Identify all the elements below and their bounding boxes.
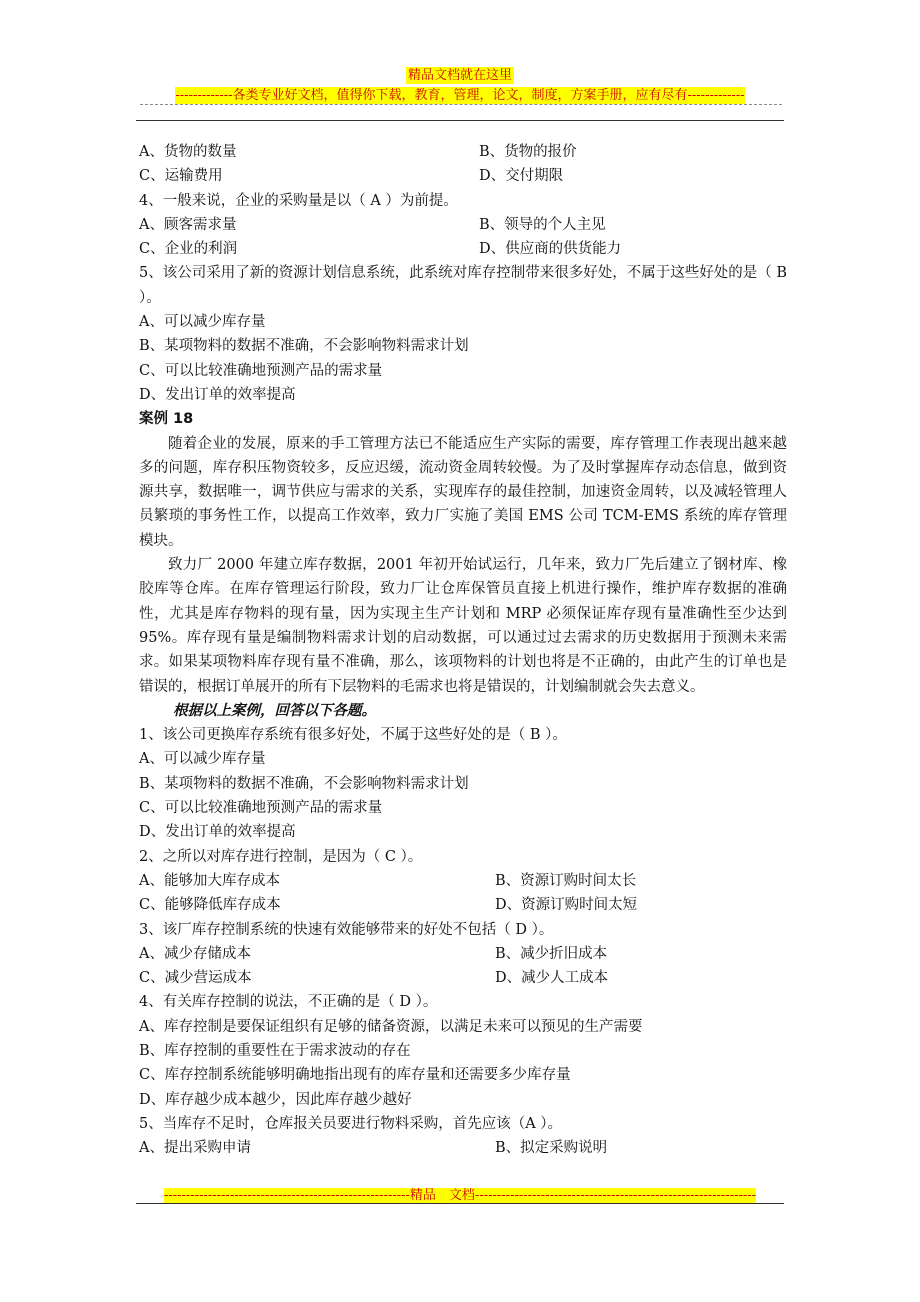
option: A、顾客需求量: [139, 216, 237, 233]
case-instruction: 根据以上案例，回答以下各题。: [173, 701, 376, 719]
option: D、发出订单的效率提高: [139, 386, 296, 403]
option: C、减少营运成本: [139, 970, 252, 987]
option: C、库存控制系统能够明确地指出现有的库存量和还需要多少库存量: [139, 1067, 571, 1084]
option: B、资源订购时间太长: [495, 872, 637, 889]
option: A、可以减少库存量: [139, 751, 266, 768]
option: C、运输费用: [139, 168, 223, 185]
option: A、减少存储成本: [139, 945, 251, 962]
option: B、货物的报价: [479, 144, 577, 160]
question-text: 4、有关库存控制的说法，不正确的是（ D ）。: [139, 994, 438, 1011]
option: A、库存控制是要保证组织有足够的储备资源，以满足未来可以预见的生产需要: [139, 1018, 643, 1035]
option: C、可以比较准确地预测产品的需求量: [139, 800, 383, 817]
option: B、某项物料的数据不准确，不会影响物料需求计划: [139, 338, 469, 355]
header-title: [0, 64, 920, 83]
case-paragraph: 致力厂 2000 年建立库存数据，2001 年初开始试运行，几年来，致力厂先后建立了钢材库、橡胶库等仓库。在库存管理运行阶段，致力厂让仓库保管员直接上机进行操作，维护库存数据的准确性，尤其是库存物料的现有量，因为实现主生产计划和 MRP 必须保证库存现有量准确性至少达到 95%。库存现有量是编制物料需求计划的启动数据，可以通过过去需求的历史数据用于预测未来需求。如果某项物料库存现有量不准确，那么，该项物料的计划也将是不正确的，由此产生的订单也是错误的，根据订单展开的所有下层物料的毛需求也将是错误的，计划编制就会失去意义。: [139, 557, 787, 695]
option-row: [139, 213, 787, 237]
question-text: 5、当库存不足时，仓库报关员要进行物料采购，首先应该（A ）。: [139, 1115, 563, 1132]
case-paragraph: 随着企业的发展，原来的手工管理方法已不能适应生产实际的需要，库存管理工作表现出越来越多的问题，库存积压物资较多，反应迟缓，流动资金周转较慢。为了及时掌握库存动态信息，做到资源共享，数据唯一，调节供应与需求的关系，实现库存的最佳控制，加速资金周转，以及减轻管理人员繁琐的事务性工作，以提高工作效率，致力厂实施了美国 EMS 公司 TCM-EMS 系统的库存管理模块。: [139, 435, 787, 549]
question-text: 3、该厂库存控制系统的快速有效能够带来的好处不包括（ D ）。: [139, 921, 554, 938]
option: B、库存控制的重要性在于需求波动的存在: [139, 1042, 411, 1059]
header-banner-text: -------------各类专业好文档，值得你下载，教育，管理，论文，制度，方案手册，应有尽有-------------: [175, 88, 745, 103]
option: B、领导的个人主见: [479, 216, 606, 233]
header-banner: [0, 84, 920, 103]
option-row: [139, 237, 787, 261]
option-row: [139, 966, 787, 990]
footer-rule: [136, 1203, 784, 1204]
case-title: 案例 18: [139, 411, 194, 428]
option: D、资源订购时间太短: [495, 897, 638, 914]
option: B、某项物料的数据不准确，不会影响物料需求计划: [139, 775, 469, 792]
option-row: [139, 942, 787, 966]
option: B、减少折旧成本: [495, 945, 608, 962]
document-body: [139, 140, 787, 1160]
header-dashed-rule: [140, 104, 782, 111]
option-row: [139, 164, 787, 188]
option: A、能够加大库存成本: [139, 872, 280, 889]
header-rule: [136, 120, 784, 121]
option: D、减少人工成本: [495, 970, 609, 987]
question-text: 1、该公司更换库存系统有很多好处，不属于这些好处的是（ B ）。: [139, 727, 567, 744]
option: A、货物的数量: [139, 144, 237, 160]
header-title-text: 精品文档就在这里: [407, 68, 512, 83]
question-text: 5、该公司采用了新的资源计划信息系统，此系统对库存控制带来很多好处，不属于这些好处的是（ B ）。: [139, 265, 787, 306]
option: C、能够降低库存成本: [139, 897, 281, 914]
option: B、拟定采购说明: [495, 1140, 608, 1157]
option-row: [139, 140, 787, 164]
footer-banner: [0, 1184, 920, 1203]
option: D、供应商的供货能力: [479, 241, 622, 258]
option: D、交付期限: [479, 168, 564, 185]
option-row: [139, 1136, 787, 1160]
option: A、提出采购申请: [139, 1140, 251, 1157]
footer-banner-text: --------------------------------------------------------精品 文档----------------------------------------------------------------: [163, 1188, 757, 1203]
option: D、库存越少成本越少，因此库存越少越好: [139, 1091, 412, 1108]
question-text: 2、之所以对库存进行控制，是因为（ C ）。: [139, 848, 423, 865]
question-text: 4、一般来说，企业的采购量是以（ A ）为前提。: [139, 192, 458, 209]
option-row: [139, 893, 787, 917]
option: D、发出订单的效率提高: [139, 824, 296, 841]
option-row: [139, 869, 787, 893]
option: C、可以比较准确地预测产品的需求量: [139, 362, 383, 379]
option: C、企业的利润: [139, 241, 238, 258]
option: A、可以减少库存量: [139, 314, 266, 331]
